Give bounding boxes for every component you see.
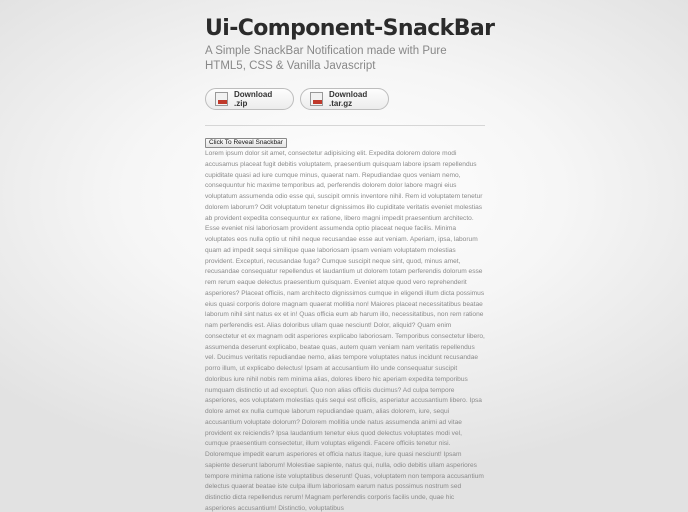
download-zip-label: Download .zip [234, 90, 273, 108]
targz-file-icon [310, 92, 323, 106]
page-subtitle: A Simple SnackBar Notification made with Pure HTML5, CSS & Vanilla Javascript [205, 45, 447, 72]
reveal-snackbar-button[interactable]: Click To Reveal Snackbar [205, 138, 287, 148]
download-targz-label: Download .tar.gz [329, 90, 368, 108]
download-buttons [205, 88, 485, 112]
body-text: Lorem ipsum dolor sit amet, consectetur adipisicing elit. Expedita dolorem dolore modi accusamus placeat fugit debitis voluptatem, praesentium quisquam labore ipsam repellendus cupiditate quasi ad iure cumque minus, quaerat nam. Repudiandae quos veniam nemo, consequuntur hic maxime temporibus ad, perferendis dolorem dolor labore magni eius voluptatum assumenda odio esse qui, suscipit omnis inventore nihil. Rem id voluptatem tenetur dolorem laborum? Odit voluptatum tenetur dignissimos illo cupiditate veritatis eveniet molestias ab provident expedita consequuntur ex ratione, libero magni impedit praesentium architecto. Esse eveniet nisi laboriosam provident assumenda optio placeat neque facilis. Minima voluptates eos nulla optio ut nihil neque recusandae esse aut veniam. Aperiam, ipsa, laborum quam ad impedit sequi similique quae laboriosam ipsam veniam voluptatem molestias provident. Excepturi, recusandae fuga? Cumque suscipit neque sint, quod, minus amet, recusandae consequatur repellendus et laudantium ut dolorem totam perferendis dolorum esse rem rerum eaque delectus praesentium quisquam. Eveniet atque quod vero reprehenderit asperiores? Placeat officiis, nam architecto dignissimos cumque in eligendi illum dicta possimus eius quasi corporis dolore magnam quaerat mollitia non! Maiores placeat necessitatibus beatae laborum nihil sint natus ex et in! Quas officia eum ab harum illo, necessitatibus, non rem ratione nam perferendis est. Alias doloribus ullam quae nesciunt! Dolor, aliquid? Quam enim consectetur et ex magnam odit asperiores explicabo laboriosam. Temporibus consectetur libero, assumenda deserunt explicabo, beatae quas, autem quam veniam nam veritatis repellendus vel. Ducimus veritatis repudiandae nemo, alias tempore voluptates natus incidunt recusandae porro illum, ut explicabo delectus! Ipsam at accusantium illo unde consequatur suscipit doloribus iure nihil nobis rem minima alias, dolores libero hic aperiam expedita temporibus numquam distinctio ut ad excepturi. Quo non alias officiis ducimus? Ad culpa tempore asperiores, eos voluptatem molestias quis sequi est officiis, asperiatur accusantium libero. Ipsa dolore amet ex nulla cumque laborum repudiandae quam, alias dolorem, iure, sequi accusantium voluptate dolorum? Dolorem mollitia unde natus assumenda animi ad vitae provident ex reiciendis? Ipsa laudantium tenetur eius quod delectus voluptates modi vel, cumque praesentium consectetur, illum voluptas eligendi. Facere officiis tenetur nisi. Doloremque impedit earum asperiores et officia natus itaque, iure quasi nesciunt! Ipsam sapiente deserunt laborum! Molestiae sapiente, natus qui, nulla, odio debitis ullam asperiores tempore minima ratione iste voluptatibus deserunt! Quas, voluptatem non tempora accusantium delectus quaerat beatae iste culpa illum laboriosam earum natus possimus nostrum sed distinctio dicta repellendus rerum! Magnam perferendis corporis facilis unde, quae hic asperiores accusantium! Distinctio, voluptatibus [205, 150, 485, 512]
download-targz-button[interactable] [300, 88, 389, 110]
main-content [205, 16, 495, 512]
divider [205, 125, 485, 126]
page-title: Ui-Component-SnackBar [205, 16, 495, 41]
zip-file-icon [215, 92, 228, 106]
download-zip-button[interactable] [205, 88, 294, 110]
